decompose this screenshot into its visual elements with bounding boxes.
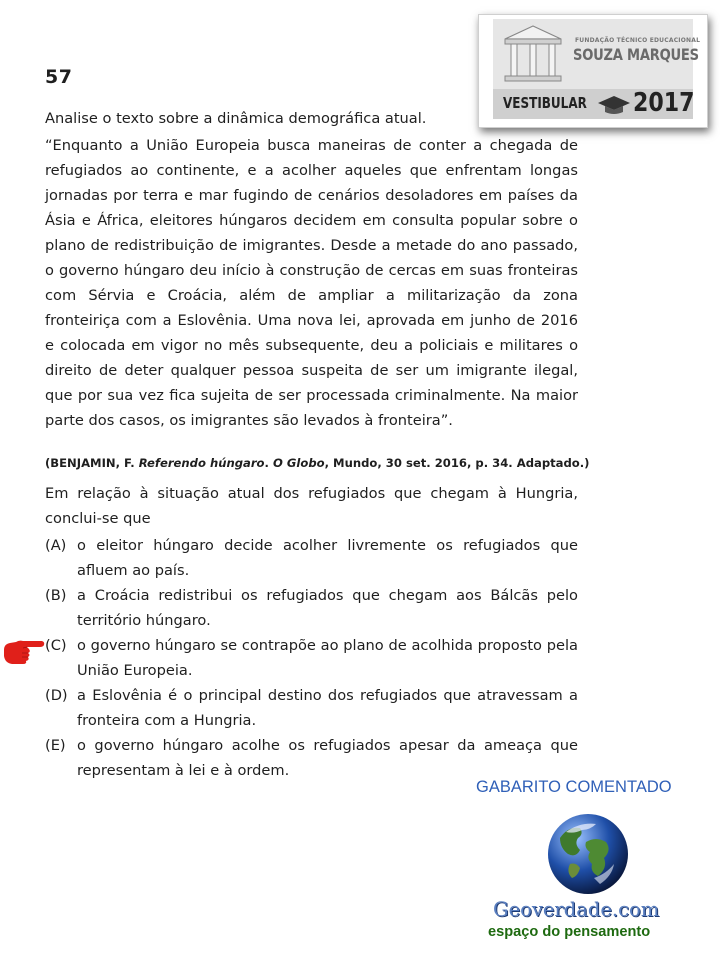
question-number: 57	[45, 66, 73, 88]
option-letter: (C)	[45, 637, 67, 654]
question-stem: Em relação à situação atual dos refugiados que chegam à Hungria, conclui-se que	[45, 485, 578, 527]
option-d[interactable]	[45, 683, 578, 733]
logo-top-panel	[493, 19, 701, 89]
option-letter: (E)	[45, 737, 66, 754]
option-letter: (A)	[45, 537, 67, 554]
logo-name-text: SOUZA MARQUES	[573, 45, 699, 64]
logo-foundation-text: FUNDAÇÃO TÉCNICO EDUCACIONAL	[575, 37, 701, 44]
site-slogan: espaço do pensamento	[488, 924, 651, 940]
citation-title: Referendo húngaro	[138, 456, 265, 470]
option-text: o governo húngaro acolhe os refugiados apesar da ameaça que representam à lei e à ordem.	[77, 737, 578, 779]
option-e[interactable]	[45, 733, 578, 783]
pointing-hand-icon	[2, 636, 46, 666]
option-text: a Croácia redistribui os refugiados que chegam aos Bálcãs pelo território húngaro.	[77, 587, 578, 629]
logo-year-text: 2017	[633, 88, 695, 118]
option-text: a Eslovênia é o principal destino dos refugiados que atravessam a fronteira com a Hungria.	[77, 687, 578, 729]
graduation-cap-icon	[597, 95, 631, 115]
option-c[interactable]	[45, 633, 578, 683]
citation-separator: .	[264, 456, 273, 470]
question-intro: Analise o texto sobre a dinâmica demográfica atual.	[45, 110, 427, 127]
globe-icon	[546, 812, 630, 896]
citation-rest: , Mundo, 30 set. 2016, p. 34. Adaptado.)	[324, 456, 590, 470]
citation-author: (BENJAMIN, F.	[45, 456, 139, 470]
option-letter: (B)	[45, 587, 67, 604]
gabarito-label: GABARITO COMENTADO	[476, 778, 672, 796]
citation-paper: O Globo	[272, 456, 325, 470]
option-a[interactable]	[45, 533, 578, 583]
option-letter: (D)	[45, 687, 68, 704]
question-quote: “Enquanto a União Europeia busca maneiras de conter a chegada de refugiados ao continente, e a acolher aqueles que enfrentam longas jornadas por terra e mar fugindo de cenários desoladores em países da Ásia e África, eleitores húngaros decidem em consulta popular sobre o plano de redistribuição de imigrantes. Desde a metade do ano passado, o governo húngaro deu início à construção de cercas em suas fronteiras com Sérvia e Croácia, além de ampliar a militarização da zona fronteiriça com a Eslovênia. Uma nova lei, aprovada em junho de 2016 e colocada em vigor no mês subsequente, deu a policiais e militares o direito de deter qualquer pessoa suspeita de ser um imigrante ilegal, que por sua vez fica sujeita de ser processada criminalmente. Na maior parte dos casos, os imigrantes são levados à fronteira”.	[45, 137, 578, 429]
option-text: o eleitor húngaro decide acolher livremente os refugiados que afluem ao país.	[77, 537, 578, 579]
option-b[interactable]	[45, 583, 578, 633]
citation	[45, 456, 590, 470]
columns-icon	[501, 23, 565, 85]
site-name: Geoverdade.com	[493, 898, 660, 921]
logo-exam-text: VESTIBULAR	[503, 94, 587, 112]
option-text: o governo húngaro se contrapõe ao plano de acolhida proposto pela União Europeia.	[77, 637, 578, 679]
